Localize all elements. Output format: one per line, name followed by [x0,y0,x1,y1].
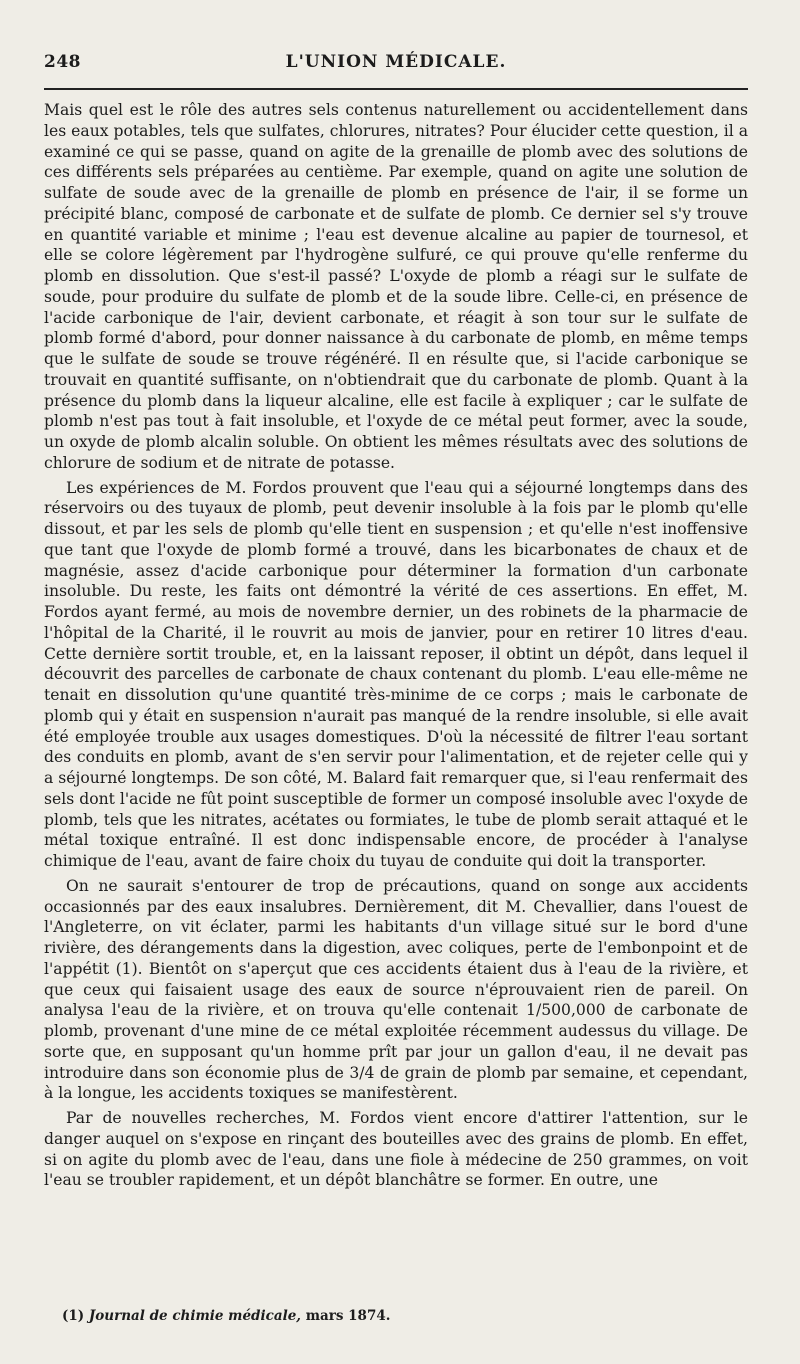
paragraph-2: Les expériences de M. Fordos prouvent que l'eau qui a séjourné longtemps dans des réservoirs ou des tuyaux de plomb, peut devenir insoluble à la fois par le plomb qu'elle dissout, et par les sels de plomb qu'elle tient en suspension ; et qu'elle n'est inoffensive que tant que l'oxyde de plomb formé a trouvé, dans les bicarbonates de chaux et de magnésie, assez d'acide carbonique pour déterminer la formation d'un carbonate insoluble. Du reste, les faits ont démontré la vérité de ces assertions. En effet, M. Fordos ayant fermé, au mois de novembre dernier, un des robinets de la pharmacie de l'hôpital de la Charité, il le rouvrit au mois de janvier, pour en retirer 10 litres d'eau. Cette dernière sortit trouble, et, en la laissant reposer, il obtint un dépôt, dans lequel il découvrit des parcelles de carbonate de chaux contenant du plomb. L'eau elle-même ne tenait en dissolution qu'une quantité très-minime de ce corps ; mais le carbonate de plomb qui y était en suspension n'aurait pas manqué de la rendre insoluble, si elle avait été employée trouble aux usages domestiques. D'où la nécessité de filtrer l'eau sortant des conduits en plomb, avant de s'en servir pour l'alimentation, et de rejeter celle qui y a séjourné longtemps. De son côté, M. Balard fait remarquer que, si l'eau renfermait des sels dont l'acide ne fût point susceptible de former un composé insoluble avec l'oxyde de plomb, tels que les nitrates, acétates ou formiates, le tube de plomb serait attaqué et le métal toxique entraîné. Il est donc indispensable encore, de procéder à l'analyse chimique de l'eau, avant de faire choix du tuyau de conduite qui doit la transporter. [44,478,748,870]
paragraph-4: Par de nouvelles recherches, M. Fordos vient encore d'attirer l'attention, sur le danger auquel on s'expose en rinçant des bouteilles avec des grains de plomb. En effet, si on agite du plomb avec de l'eau, dans une fiole à médecine de 250 grammes, on voit l'eau se troubler rapidement, et un dépôt blanchâtre se former. En outre, une [44,1109,748,1190]
footnote-date: mars 1874. [305,1308,391,1324]
footnote-marker: (1) [62,1308,85,1324]
footnote-journal: Journal de chimie médicale, [88,1308,302,1324]
body-text [44,100,748,1195]
header-rule [44,88,748,90]
running-title: L'UNION MÉDICALE. [285,52,507,72]
paragraph-1: Mais quel est le rôle des autres sels contenus naturellement ou accidentellement dans les eaux potables, tels que sulfates, chlorures, nitrates? Pour élucider cette question, il a examiné ce qui se passe, quand on agite de la grenaille de plomb avec des solutions de ces différents sels préparées au centième. Par exemple, quand on agite une solution de sulfate de soude avec de la grenaille de plomb en présence de l'air, il se forme un précipité blanc, composé de carbonate et de sulfate de plomb. Ce dernier sel s'y trouve en quantité variable et minime ; l'eau est devenue alcaline au papier de tournesol, et elle se colore légèrement par l'hydrogène sulfuré, ce qui prouve qu'elle renferme du plomb en dissolution. Que s'est-il passé? L'oxyde de plomb a réagi sur le sulfate de soude, pour produire du sulfate de plomb et de la soude libre. Celle-ci, en présence de l'acide carbonique de l'air, devient carbonate, et réagit à son tour sur le sulfate de plomb formé d'abord, pour donner naissance à du carbonate de plomb, en même temps que le sulfate de soude se trouve régénéré. Il en résulte que, si l'acide carbonique se trouvait en quantité suffisante, on n'obtiendrait que du carbonate de plomb. Quant à la présence du plomb dans la liqueur alcaline, elle est facile à expliquer ; car le sulfate de plomb n'est pas tout à fait insoluble, et l'oxyde de ce métal peut former, avec la soude, un oxyde de plomb alcalin soluble. On obtient les mêmes résultats avec des solutions de chlorure de sodium et de nitrate de potasse. [44,101,748,472]
page-number: 248 [44,52,81,72]
paragraph-3: On ne saurait s'entourer de trop de précautions, quand on songe aux accidents occasionnés par des eaux insalubres. Dernièrement, dit M. Chevallier, dans l'ouest de l'Angleterre, on vit éclater, parmi les habitants d'un village situé sur le bord d'une rivière, des dérangements dans la digestion, avec coliques, perte de l'embonpoint et de l'appétit (1). Bientôt on s'aperçut que ces accidents étaient dus à l'eau de la rivière, et que ceux qui faisaient usage des eaux de source n'éprouvaient rien de pareil. On analysa l'eau de la rivière, et on trouva qu'elle contenait 1/500,000 de carbonate de plomb, provenant d'une mine de ce métal exploitée récemment audessus du village. De sorte que, en supposant qu'un homme prît par jour un gallon d'eau, il ne devait pas introduire dans son économie plus de 3/4 de grain de plomb par semaine, et cependant, à la longue, les accidents toxiques se manifestèrent. [44,876,748,1103]
page-header [44,48,748,82]
footnote [62,1308,742,1324]
